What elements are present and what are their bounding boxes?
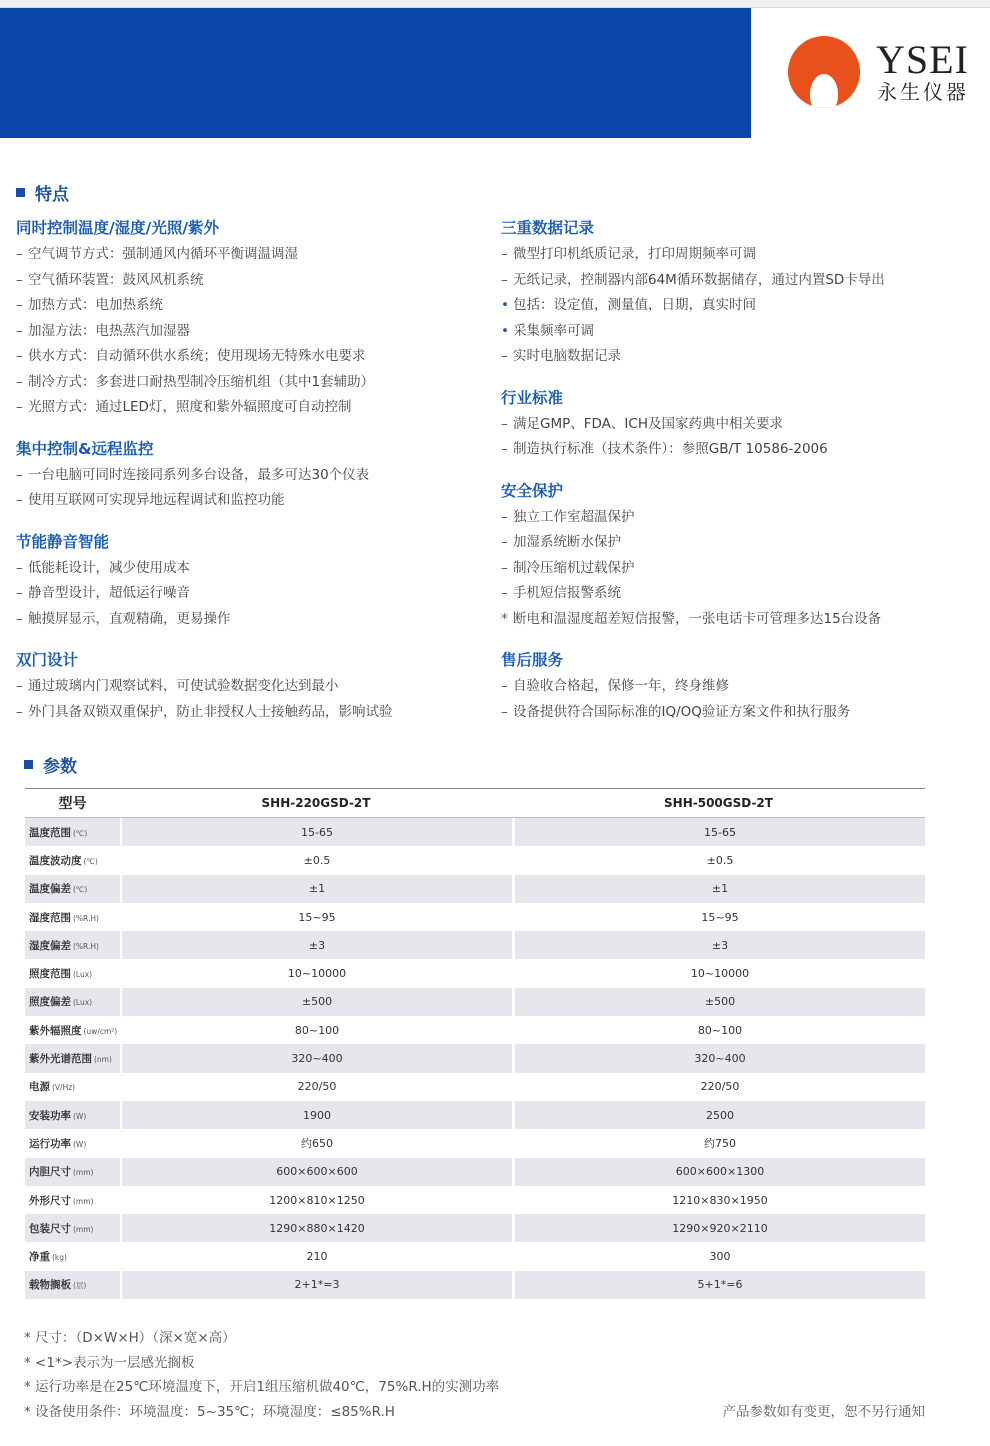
feature-item-text: 制冷方式：多套进口耐热型制冷压缩机组（其中1套辅助） (28, 373, 375, 390)
param-label (25, 1158, 120, 1186)
table-row (25, 1101, 925, 1129)
feature-item-text: 供水方式：自动循环供水系统；使用现场无特殊水电要求 (28, 348, 366, 364)
brand-logo (788, 36, 978, 111)
params-table (25, 788, 925, 1299)
bullet-icon: – (16, 399, 23, 415)
param-name: 内胆尺寸 (29, 1166, 71, 1179)
bullet-icon: – (501, 585, 508, 601)
params-title-text: 参数 (43, 757, 77, 777)
bullet-icon: * (501, 610, 508, 627)
param-value-model-2: 15~95 (512, 903, 925, 931)
table-row (25, 1016, 925, 1044)
param-unit: (kg) (52, 1253, 67, 1263)
bullet-icon: • (501, 322, 509, 339)
bullet-icon: – (501, 246, 508, 262)
param-value-model-2: 5+1*=6 (512, 1271, 925, 1299)
param-label (25, 1186, 120, 1214)
feature-item-text: 空气循环装置：鼓风风机系统 (28, 271, 204, 288)
feature-item (501, 556, 971, 582)
bullet-icon: – (16, 559, 23, 576)
feature-item (16, 242, 486, 268)
param-value-model-1: 600×600×600 (120, 1158, 512, 1186)
feature-group-heading: 集中控制&远程监控 (16, 439, 154, 458)
param-name: 湿度偏差 (29, 939, 71, 952)
top-band (0, 0, 990, 8)
header-model-2: SHH-500GSD-2T (512, 789, 925, 818)
param-name: 温度偏差 (29, 883, 71, 896)
param-unit: (℃) (73, 828, 88, 838)
param-value-model-1: 2+1*=3 (120, 1271, 512, 1299)
param-name: 温度波动度 (29, 854, 82, 867)
logo-mark-icon (788, 36, 860, 108)
bullet-icon: – (16, 246, 23, 262)
param-name: 运行功率 (29, 1137, 71, 1150)
feature-item-text: 无纸记录，控制器内部64M循环数据储存，通过内置SD卡导出 (513, 271, 885, 288)
bullet-icon: – (16, 271, 23, 288)
param-value-model-2: 10~10000 (512, 959, 925, 987)
param-value-model-1: ±3 (120, 931, 512, 959)
feature-item (16, 463, 486, 489)
group-spacer (501, 370, 971, 384)
features-left-column (16, 214, 486, 725)
table-header-row (25, 789, 925, 818)
feature-item (501, 607, 971, 633)
param-unit: (Lux) (73, 998, 93, 1008)
param-value-model-1: 约650 (120, 1129, 512, 1157)
logo-name-en: YSEI (876, 37, 969, 82)
bullet-icon: – (501, 703, 508, 720)
bullet-icon: – (16, 678, 23, 694)
feature-item-text: 一台电脑可同时连接同系列多台设备，最多可达30个仪表 (28, 466, 370, 483)
feature-item (501, 344, 971, 370)
feature-item-text: 使用互联网可实现异地远程调试和监控功能 (28, 492, 285, 508)
group-spacer (16, 421, 486, 435)
param-value-model-2: 2500 (512, 1101, 925, 1129)
param-label (25, 1073, 120, 1101)
param-value-model-1: 10~10000 (120, 959, 512, 987)
disclaimer: 产品参数如有变更，恕不另行通知 (722, 1404, 925, 1420)
group-spacer (501, 463, 971, 477)
param-unit: (mm) (73, 1224, 94, 1234)
square-bullet-icon (16, 188, 25, 197)
param-name: 安装功率 (29, 1109, 71, 1122)
feature-item-text: 触摸屏显示，直观精确，更易操作 (28, 610, 231, 627)
param-label (25, 1101, 120, 1129)
bullet-icon: – (501, 559, 508, 576)
feature-item-text: 独立工作室超温保护 (513, 508, 635, 525)
table-row (25, 1073, 925, 1101)
param-label (25, 846, 120, 874)
param-value-model-2: 320~400 (512, 1044, 925, 1072)
param-label (25, 818, 120, 846)
feature-group-heading: 双门设计 (16, 651, 79, 669)
feature-item-text: 加湿系统断水保护 (513, 534, 621, 550)
feature-group-heading: 三重数据记录 (501, 219, 595, 237)
square-bullet-icon (24, 760, 33, 769)
feature-item (501, 505, 971, 531)
feature-item-text: 空气调节方式：强制通风内循环平衡调温调湿 (28, 246, 298, 262)
feature-item (16, 319, 486, 345)
param-value-model-2: 1290×920×2110 (512, 1214, 925, 1242)
bullet-icon: – (16, 322, 23, 339)
feature-item-text: 手机短信报警系统 (513, 585, 621, 601)
feature-group-heading: 同时控制温度/湿度/光照/紫外 (16, 219, 219, 237)
param-value-model-2: ±1 (512, 875, 925, 903)
bullet-icon: – (16, 492, 23, 508)
feature-item (501, 674, 971, 700)
param-value-model-2: 600×600×1300 (512, 1158, 925, 1186)
bullet-icon: – (16, 703, 23, 720)
param-value-model-1: 1200×810×1250 (120, 1186, 512, 1214)
feature-item (16, 556, 486, 582)
footnote: * 运行功率是在25℃环境温度下，开启1组压缩机做40℃，75%R.H的实测功率 (24, 1379, 500, 1396)
group-spacer (501, 632, 971, 646)
feature-item-text: 静音型设计，超低运行噪音 (28, 585, 190, 601)
param-name: 照度偏差 (29, 996, 71, 1009)
param-name: 湿度范围 (29, 911, 71, 924)
param-unit: (uw/cm²) (83, 1026, 118, 1036)
table-row (25, 959, 925, 987)
feature-group-heading: 安全保护 (501, 481, 564, 500)
param-value-model-1: 1900 (120, 1101, 512, 1129)
table-row (25, 1214, 925, 1242)
param-value-model-2: 80~100 (512, 1016, 925, 1044)
param-label (25, 988, 120, 1016)
param-label (25, 1214, 120, 1242)
bullet-icon: • (501, 297, 509, 313)
header-model: 型号 (25, 789, 120, 818)
feature-item (501, 700, 971, 726)
feature-item-text: 采集频率可调 (513, 322, 594, 339)
bullet-icon: – (16, 297, 23, 313)
param-value-model-1: ±500 (120, 988, 512, 1016)
feature-item (16, 700, 486, 726)
param-value-model-2: ±500 (512, 988, 925, 1016)
param-name: 净重 (29, 1251, 50, 1264)
param-value-model-1: 15~95 (120, 903, 512, 931)
param-value-model-1: 1290×880×1420 (120, 1214, 512, 1242)
feature-item (501, 412, 971, 438)
features-title-text: 特点 (35, 185, 69, 205)
feature-item-text: 微型打印机纸质记录，打印周期频率可调 (513, 246, 756, 262)
feature-group-heading: 行业标准 (501, 388, 564, 407)
bullet-icon: – (16, 466, 23, 483)
param-unit: (℃) (73, 885, 88, 895)
feature-item-text: 实时电脑数据记录 (513, 348, 621, 364)
param-unit: (mm) (73, 1168, 94, 1178)
bullet-icon: – (501, 441, 508, 457)
table-row (25, 1242, 925, 1270)
features-right-column (501, 214, 971, 725)
table-row (25, 1158, 925, 1186)
table-row (25, 875, 925, 903)
param-unit: (%R.H) (73, 941, 99, 951)
footnote: * 尺寸：（D×W×H）（深×宽×高） (24, 1330, 236, 1346)
feature-item-text: 外门具备双锁双重保护，防止非授权人士接触药品，影响试验 (28, 703, 393, 720)
group-spacer (16, 632, 486, 646)
features-title (16, 180, 69, 205)
param-name: 温度范围 (29, 826, 71, 839)
table-row (25, 1186, 925, 1214)
param-value-model-1: 220/50 (120, 1073, 512, 1101)
param-label (25, 1271, 120, 1299)
param-value-model-2: 1210×830×1950 (512, 1186, 925, 1214)
param-name: 包装尺寸 (29, 1222, 71, 1235)
footnote: * <1*>表示为一层感光搁板 (24, 1354, 195, 1371)
table-row (25, 846, 925, 874)
param-label (25, 903, 120, 931)
bullet-icon: – (16, 373, 23, 390)
footnotes (24, 1326, 499, 1425)
feature-item-text: 自验收合格起，保修一年，终身维修 (513, 678, 729, 694)
logo-name-cn: 永生仪器 (877, 80, 969, 104)
feature-item (16, 268, 486, 294)
feature-item-text: 制冷压缩机过载保护 (513, 559, 635, 576)
param-name: 紫外光谱范围 (29, 1053, 92, 1066)
feature-item (16, 344, 486, 370)
param-label (25, 1044, 120, 1072)
feature-item-text: 满足GMP、FDA、ICH及国家药典中相关要求 (513, 415, 783, 432)
feature-item-text: 加热方式：电加热系统 (28, 297, 163, 313)
param-value-model-2: 约750 (512, 1129, 925, 1157)
feature-item (501, 581, 971, 607)
feature-item-text: 低能耗设计，减少使用成本 (28, 559, 190, 576)
feature-item-text: 通过玻璃内门观察试料，可使试验数据变化达到最小 (28, 678, 339, 694)
param-label (25, 1129, 120, 1157)
param-name: 照度范围 (29, 968, 71, 981)
param-value-model-1: 210 (120, 1242, 512, 1270)
param-value-model-1: 80~100 (120, 1016, 512, 1044)
feature-item (16, 581, 486, 607)
feature-item (501, 293, 971, 319)
param-label (25, 1016, 120, 1044)
feature-group-heading: 售后服务 (501, 651, 564, 669)
group-spacer (16, 514, 486, 528)
bullet-icon: – (501, 678, 508, 694)
param-unit: (nm) (94, 1055, 112, 1065)
feature-item-text: 加湿方法：电热蒸汽加湿器 (28, 322, 190, 339)
header-model-1: SHH-220GSD-2T (120, 789, 512, 818)
param-value-model-1: ±0.5 (120, 846, 512, 874)
feature-item-text: 断电和温湿度超差短信报警，一张电话卡可管理多达15台设备 (513, 610, 882, 627)
param-name: 电源 (29, 1081, 50, 1094)
feature-item (501, 437, 971, 463)
param-unit: (W) (73, 1139, 87, 1149)
bullet-icon: – (501, 508, 508, 525)
param-unit: (℃) (83, 856, 98, 866)
feature-item (16, 674, 486, 700)
table-row (25, 1129, 925, 1157)
table-row (25, 1044, 925, 1072)
param-name: 外形尺寸 (29, 1194, 71, 1207)
param-unit: (W) (73, 1111, 87, 1121)
feature-item-text: 制造执行标准（技术条件）：参照GB/T 10586-2006 (513, 441, 828, 457)
table-row (25, 988, 925, 1016)
params-title (24, 752, 77, 777)
param-value-model-2: ±0.5 (512, 846, 925, 874)
feature-item (501, 530, 971, 556)
feature-item-text: 设备提供符合国际标准的IQ/OQ验证方案文件和执行服务 (513, 703, 851, 720)
feature-group-heading: 节能静音智能 (16, 532, 110, 551)
feature-item-text: 包括：设定值，测量值，日期，真实时间 (513, 297, 756, 313)
feature-item (16, 293, 486, 319)
bullet-icon: – (501, 415, 508, 432)
feature-item (16, 395, 486, 421)
table-row (25, 1271, 925, 1299)
header-banner (0, 8, 751, 138)
param-unit: (%R.H) (73, 913, 99, 923)
param-label (25, 875, 120, 903)
footnote: * 设备使用条件：环境温度：5~35℃；环境湿度：≤85%R.H (24, 1404, 395, 1421)
param-value-model-1: 320~400 (120, 1044, 512, 1072)
param-name: 载物搁板 (29, 1279, 71, 1292)
param-name: 紫外辐照度 (29, 1024, 82, 1037)
param-unit: (层) (73, 1281, 87, 1291)
feature-item (501, 319, 971, 345)
feature-item-text: 光照方式：通过LED灯，照度和紫外辐照度可自动控制 (28, 399, 352, 415)
table-row (25, 818, 925, 846)
param-value-model-1: 15-65 (120, 818, 512, 846)
param-value-model-2: ±3 (512, 931, 925, 959)
bullet-icon: – (501, 534, 508, 550)
bullet-icon: – (501, 348, 508, 364)
param-label (25, 931, 120, 959)
param-label (25, 1242, 120, 1270)
feature-item (16, 607, 486, 633)
param-value-model-1: ±1 (120, 875, 512, 903)
feature-item (501, 268, 971, 294)
param-value-model-2: 15-65 (512, 818, 925, 846)
table-row (25, 903, 925, 931)
param-value-model-2: 300 (512, 1242, 925, 1270)
bullet-icon: – (16, 610, 23, 627)
feature-item (16, 370, 486, 396)
param-unit: (V/Hz) (52, 1083, 76, 1093)
bullet-icon: – (16, 348, 23, 364)
param-label (25, 959, 120, 987)
param-unit: (Lux) (73, 970, 93, 980)
table-row (25, 931, 925, 959)
param-unit: (mm) (73, 1196, 94, 1206)
feature-item (16, 488, 486, 514)
feature-item (501, 242, 971, 268)
bullet-icon: – (16, 585, 23, 601)
param-value-model-2: 220/50 (512, 1073, 925, 1101)
bullet-icon: – (501, 271, 508, 288)
